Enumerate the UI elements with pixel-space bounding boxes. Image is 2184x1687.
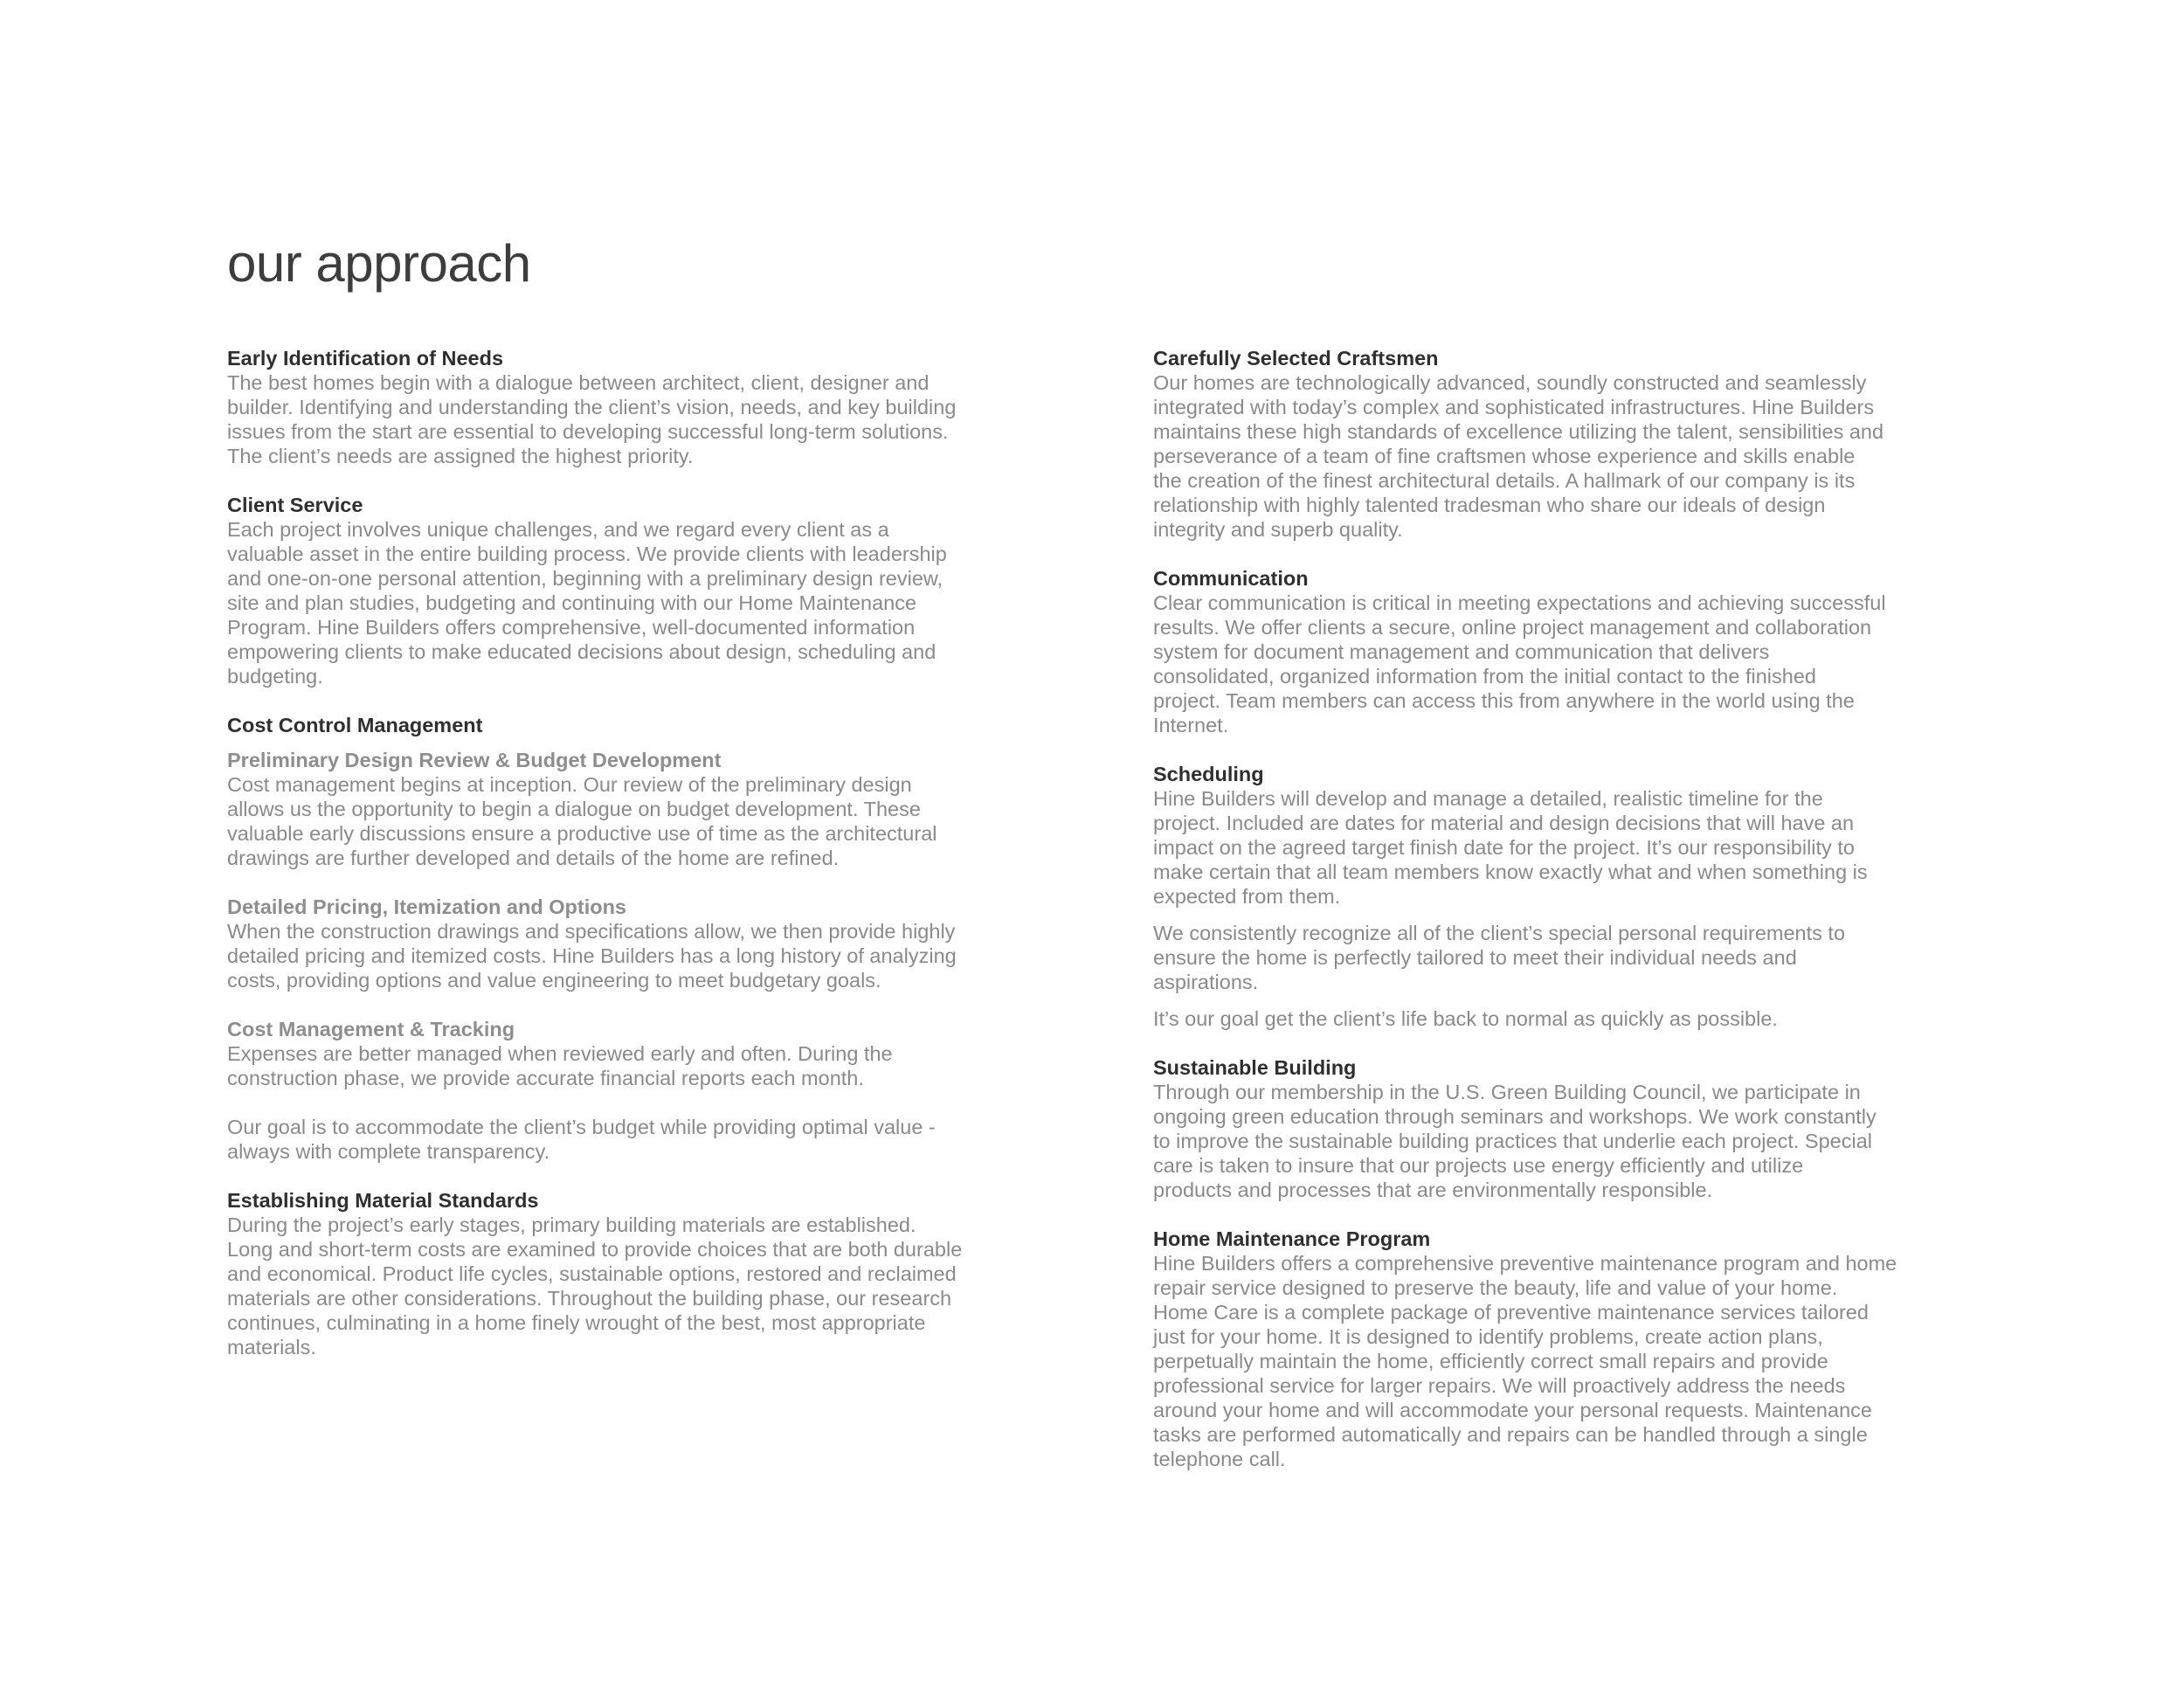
section-heading: Communication: [1153, 567, 1309, 590]
section-cost-control: [227, 713, 1066, 1164]
section-body: Our homes are technologically advanced, soundly constructed and seamlessly integrated with today’s complex and sophisticated infrastructures. Hine Builders maintains these high standards of excellence utilizing the talent, sensibilities and perseverance of a team of fine craftsmen whose experience and skills enable the creation of the finest architectural details. A hallmark of our company is its relationship with highly talented tradesman who share our ideals of design integrity and superb quality.: [1153, 371, 1884, 541]
subsection-body: Cost management begins at inception. Our review of the preliminary design allows us the opportunity to begin a dialogue on budget development. These valuable early discussions ensure a productive use of time as the architectural drawings are further developed and details of the home are refined.: [227, 773, 937, 869]
section-home-maintenance: [1153, 1227, 1992, 1471]
subsection-body: Expenses are better managed when reviewed early and often. During the construction phase, we provide accurate financial reports each month.: [227, 1042, 893, 1089]
section-sustainable-building: [1153, 1055, 1992, 1202]
section-heading: Home Maintenance Program: [1153, 1227, 1431, 1250]
section-body: Each project involves unique challenges, and we regard every client as a valuable asset in the entire building process. We provide clients with leadership and one-on-one personal attention, beginning with a preliminary design review, site and plan studies, budgeting and continuing with our Home Maintenance Program. Hine Builders offers comprehensive, well-documented information empowering clients to make educated decisions about design, scheduling and budgeting.: [227, 518, 947, 688]
page-title: our approach: [227, 234, 531, 293]
section-heading: Client Service: [227, 494, 363, 516]
section-scheduling: [1153, 762, 1992, 1031]
section-material-standards: [227, 1188, 1066, 1359]
section-heading: Early Identification of Needs: [227, 347, 504, 370]
section-body: Through our membership in the U.S. Green Building Council, we participate in ongoing green education through seminars and workshops. We work constantly to improve the sustainable building practices that underlie each project. Special care is taken to insure that our projects use energy efficiently and utilize products and processes that are environmentally responsible.: [1153, 1081, 1876, 1201]
section-body: The best homes begin with a dialogue between architect, client, designer and builder. Identifying and understanding the client’s vision, needs, and key building issues from the start are essential to developing successful long-term solutions. The client’s needs are assigned the highest priority.: [227, 371, 957, 467]
section-craftsmen: [1153, 346, 1992, 542]
section-body-2: We consistently recognize all of the client’s special personal requirements to ensure the home is perfectly tailored to meet their individual needs and aspirations.: [1153, 922, 1846, 993]
section-body: During the project’s early stages, primary building materials are established. Long and short-term costs are examined to provide choices that are both durable and economical. Product life cycles, sustainable options, restored and reclaimed materials are other considerations. Throughout the building phase, our research continues, culminating in a home finely wrought of the best, most appropriate materials.: [227, 1213, 963, 1359]
goal-paragraph: Our goal is to accommodate the client’s budget while providing optimal value - always with complete transparency.: [227, 1116, 936, 1163]
left-column: [227, 346, 1066, 1359]
section-heading: Establishing Material Standards: [227, 1189, 539, 1212]
section-heading: Sustainable Building: [1153, 1056, 1357, 1079]
subsection-heading: Cost Management & Tracking: [227, 1018, 515, 1041]
section-communication: [1153, 566, 1992, 737]
right-column: [1153, 346, 1992, 1471]
section-client-service: [227, 493, 1066, 688]
section-body-3: It’s our goal get the client’s life back to normal as quickly as possible.: [1153, 1007, 1778, 1030]
section-early-identification: [227, 346, 1066, 468]
section-heading: Cost Control Management: [227, 714, 483, 736]
section-body: Clear communication is critical in meeting expectations and achieving successful results. We offer clients a secure, online project management and collaboration system for document management and communication that delivers consolidated, organized information from the initial contact to the finished project. Team members can access this from anywhere in the world using the Internet.: [1153, 591, 1886, 736]
section-body: Hine Builders will develop and manage a detailed, realistic timeline for the project. Included are dates for material and design decisions that will have an impact on the agreed target finish date for the project. It’s our responsibility to make certain that all team members know exactly what and when something is expected from them.: [1153, 787, 1868, 908]
subsection-heading: Detailed Pricing, Itemization and Options: [227, 895, 626, 918]
section-heading: Carefully Selected Craftsmen: [1153, 347, 1439, 370]
subsection-heading: Preliminary Design Review & Budget Development: [227, 749, 722, 771]
section-body: Hine Builders offers a comprehensive preventive maintenance program and home repair service designed to preserve the beauty, life and value of your home. Home Care is a complete package of preventive maintenance services tailored just for your home. It is designed to identify problems, create action plans, perpetually maintain the home, efficiently correct small repairs and provide professional service for larger repairs. We will proactively address the needs around your home and will accommodate your personal requests. Maintenance tasks are performed automatically and repairs can be handled through a single telephone call.: [1153, 1252, 1897, 1470]
section-heading: Scheduling: [1153, 763, 1264, 785]
subsection-body: When the construction drawings and specifications allow, we then provide highly detailed pricing and itemized costs. Hine Builders has a long history of analyzing costs, providing options and value engineering to meet budgetary goals.: [227, 920, 957, 992]
